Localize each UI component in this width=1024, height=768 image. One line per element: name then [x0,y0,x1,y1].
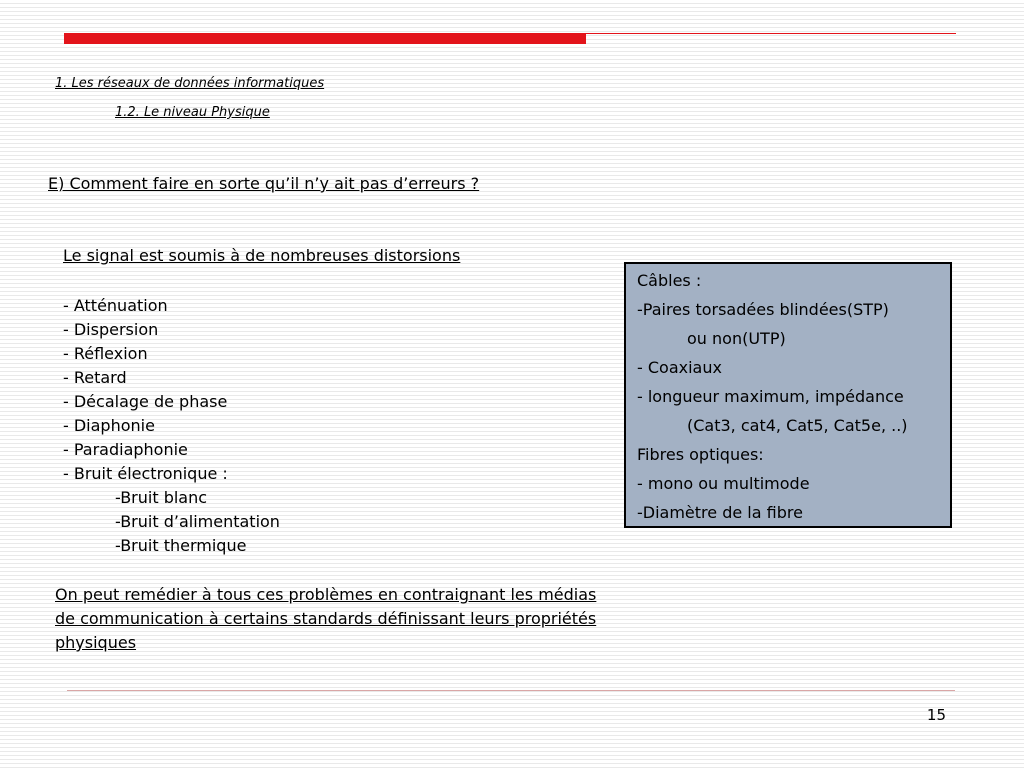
conclusion-line: On peut remédier à tous ces problèmes en contraignant les médias [55,585,597,604]
list-item: - Atténuation [63,296,168,315]
footer-divider [67,690,955,691]
list-item: - Retard [63,368,127,387]
list-item: - Coaxiaux [637,358,722,377]
list-item: - mono ou multimode [637,474,810,493]
list-item: -Bruit thermique [115,536,247,555]
breadcrumb-subsection: 1.2. Le niveau Physique [115,105,270,120]
list-item: - Diaphonie [63,416,155,435]
list-item: - Bruit électronique : [63,464,228,483]
list-item: - Paradiaphonie [63,440,188,459]
page-number: 15 [926,706,946,724]
conclusion-text [55,583,695,655]
header-accent-bar [64,33,586,44]
conclusion-line: physiques [55,633,137,652]
list-item: Fibres optiques: [637,445,764,464]
list-item: - Réflexion [63,344,148,363]
cables-info-box [624,262,952,528]
list-item: (Cat3, cat4, Cat5, Cat5e, ..) [687,416,908,435]
list-item: Câbles : [637,271,702,290]
list-item: -Paires torsadées blindées(STP) [637,300,889,319]
conclusion-line: de communication à certains standards définissant leurs propriétés [55,609,597,628]
signal-heading: Le signal est soumis à de nombreuses distorsions [63,246,461,265]
list-item: - longueur maximum, impédance [637,387,904,406]
list-item: ou non(UTP) [687,329,786,348]
breadcrumb-section: 1. Les réseaux de données informatiques [55,76,325,91]
list-item: -Diamètre de la fibre [637,503,803,522]
distortion-list [63,294,280,558]
list-item: -Bruit blanc [115,488,208,507]
header-accent-line [586,33,956,34]
list-item: - Décalage de phase [63,392,228,411]
list-item: -Bruit d’alimentation [115,512,280,531]
cables-list [626,264,950,527]
slide-question: E) Comment faire en sorte qu’il n’y ait pas d’erreurs ? [48,174,480,193]
list-item: - Dispersion [63,320,159,339]
